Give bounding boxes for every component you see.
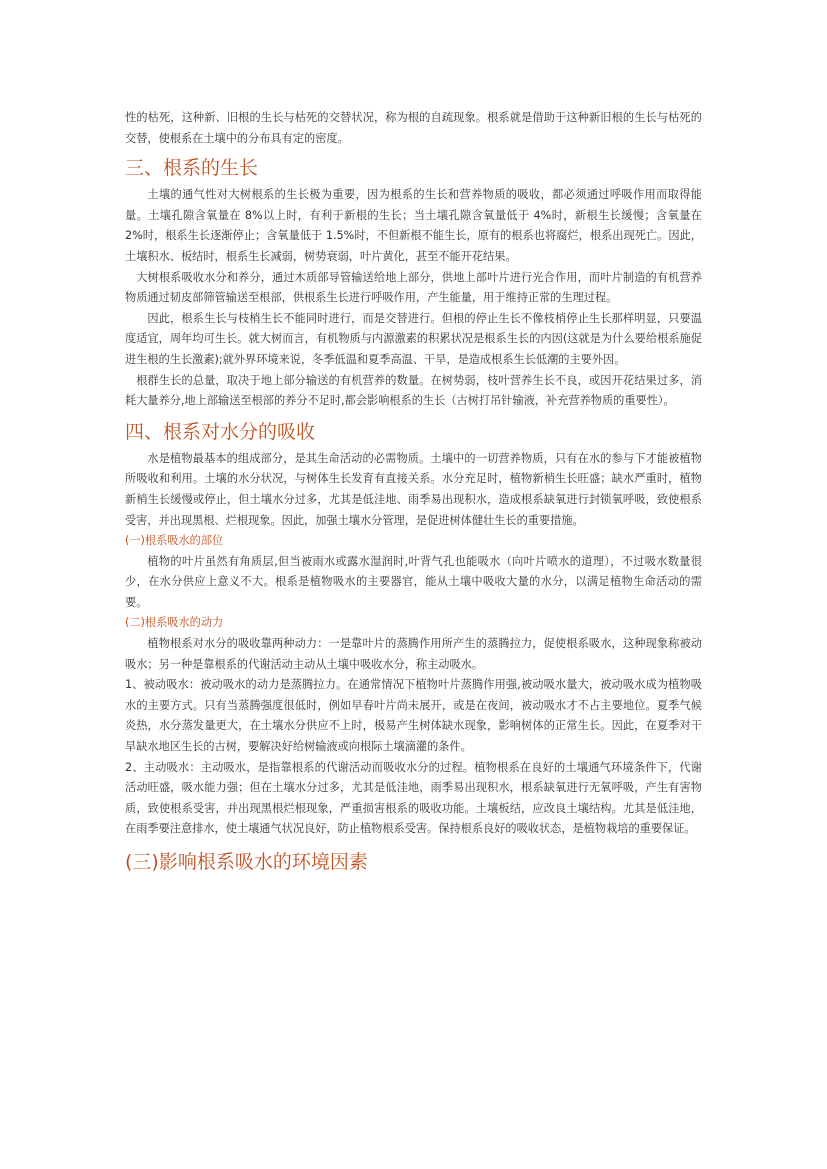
section-3-paragraph-1: 土壤的通气性对大树根系的生长极为重要，因为根系的生长和营养物质的吸收，都必须通过呼吸作用而取得能量。土壤孔隙含氧量在 8%以上时，有利于新根的生长；当土壤孔隙含氧量低于 4%时，新根生长缓慢；含氧量在 2%时，根系生长逐渐停止；含氧量低于 1.5%时，不但新根不能生长，原有的根系也将腐烂，根系出现死亡。因此，土壤积水、板结时，根系生长减弱，树势衰弱，叶片黄化，甚至不能开花结果。	[125, 188, 702, 263]
section-3-paragraph-3: 因此，根系生长与枝梢生长不能同时进行，而是交替进行。但根的停止生长不像枝梢停止生长那样明显，只要温度适宜，周年均可生长。就大树而言，有机物质与内源激素的积累状况是根系生长的内因(这就是为什么要给根系施促进生根的生长激素);就外界环境来说，冬季低温和夏季高温、干旱，是造成根系生长低潮的主要外因。	[125, 311, 702, 366]
subsection-3-heading: (三)影响根系吸水的环境因素	[125, 851, 368, 873]
subsection-1-paragraph: 植物的叶片虽然有角质层,但当被雨水或露水湿润时,叶背气孔也能吸水（向叶片喷水的道理），不过吸水数量很少，在水分供应上意义不大。根系是植物吸水的主要器官，能从土壤中吸收大量的水分，以满足植物生命活动的需要。	[125, 554, 702, 609]
section-3-paragraph-4: 根群生长的总量，取决于地上部分输送的有机营养的数量。在树势弱，枝叶营养生长不良，或因开花结果过多，消耗大量养分,地上部输送至根部的养分不足时,都会影响根系的生长（古树打吊针输液，补充营养物质的重要性）。	[125, 373, 702, 408]
section-4-paragraph-1: 水是植物最基本的组成部分，是其生命活动的必需物质。土壤中的一切营养物质，只有在水的参与下才能被植物所吸收和利用。土壤的水分状况，与树体生长发育有直接关系。水分充足时，植物新梢生长旺盛；缺水严重时，植物新梢生长缓慢或停止，但土壤水分过多，尤其是低洼地、雨季易出现积水，造成根系缺氧进行封锁氧呼吸，致使根系受害，并出现黑根、烂根现象。因此，加强土壤水分管理，是促进树体健壮生长的重要措施。	[125, 451, 702, 527]
intro-paragraph: 性的枯死，这种新、旧根的生长与枯死的交替状况，称为根的自疏现象。根系就是借助于这种新旧根的生长与枯死的交替，使根系在土壤中的分布具有定的密度。	[125, 111, 702, 145]
subsection-2-paragraph: 植物根系对水分的吸收靠两种动力：一是靠叶片的蒸腾作用所产生的蒸腾拉力，促使根系吸水，这种现象称被动吸水；另一种是靠根系的代谢活动主动从土壤中吸收水分，称主动吸水。	[125, 637, 702, 671]
passive-absorption-item: 1、被动吸水：被动吸水的动力是蒸腾拉力。在通常情况下植物叶片蒸腾作用强,被动吸水量大，被动吸水成为植物吸水的主要方式。只有当蒸腾强度很低时，例如早春叶片尚未展开，或是在夜间，被动吸水才不占主要地位。夏季气候炎热，水分蒸发量更大，在土壤水分供应不上时，极易产生树体缺水现象，影响树体的正常生长。因此，在夏季对干旱缺水地区生长的古树，要解决好给树输液或向根际土壤滴灌的条件。	[125, 678, 702, 754]
subsection-2-heading: (二)根系吸水的动力	[125, 616, 224, 630]
section-4-heading: 四、根系对水分的吸收	[125, 420, 316, 443]
section-3-heading: 三、根系的生长	[125, 157, 259, 180]
document-page	[125, 108, 702, 875]
subsection-1-heading: (一)根系吸水的部位	[125, 534, 224, 548]
section-3-paragraph-2: 大树根系吸收水分和养分，通过木质部导管输送给地上部分，供地上部叶片进行光合作用，而叶片制造的有机营养物质通过韧皮部筛管输送至根部，供根系生长进行呼吸作用，产生能量，用于维持正常的生理过程。	[125, 270, 702, 305]
active-absorption-item: 2、主动吸水：主动吸水，是指靠根系的代谢活动而吸收水分的过程。植物根系在良好的土壤通气环境条件下，代谢活动旺盛，吸水能力强；但在土壤水分过多，尤其是低洼地，雨季易出现积水，根系缺氧进行无氧呼吸，产生有害物质，致使根系受害，并出现黑根烂根现象，严重损害根系的吸收功能。土壤板结，应改良土壤结构。尤其是低洼地，在雨季要注意排水，使土壤通气状况良好，防止植物根系受害。保持根系良好的吸收状态，是植物栽培的重要保证。	[125, 760, 702, 836]
